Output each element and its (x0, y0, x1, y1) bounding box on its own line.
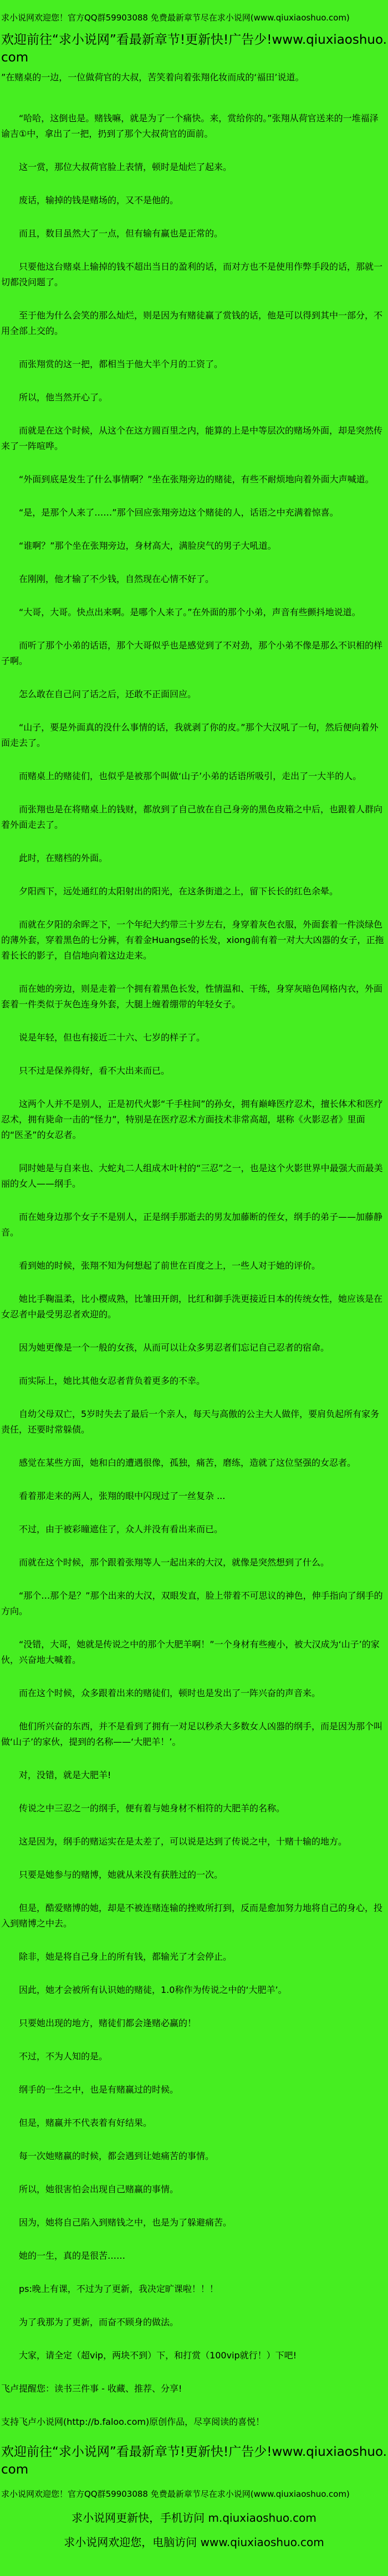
text-block-body: “大哥，大哥。快点出来啊。是哪个人来了。”在外面的那个小弟，声音有些颤抖地说道。 (19, 607, 361, 617)
text-block-body: 因为，她将自己陷入到赌钱之中，也是为了躲避痛苦。 (19, 2217, 232, 2228)
text-block-body: 但是，酷爱赌博的她，却是不被连赌连输的挫败所打到，反而是愈加努力地将自己的身心，投入到赌博之中去。 (1, 1903, 383, 1929)
text-block-body: “是，是那个人来了……”那个回应张翔旁边这个赌徒的人，话语之中充满着惊喜。 (19, 507, 339, 518)
text-block-body: 而就在夕阳的余晖之下，一个年纪大约带三十岁左右，身穿着灰色衣服，外面套着一件淡绿色的薄外套，穿着黑色的七分裤，有着金Huangse的长发，xiong前有着一对大大凶器的女子，正拖着长长的影子，自信地向着这边走来。 (1, 919, 384, 961)
text-block-body: 至于他为什么会笑的那么灿烂，则是因为有赌徒赢了赏钱的话，他是可以得到其中一部分，不用全部上交的。 (1, 310, 383, 336)
text-block-body: 不过，不为人知的是。 (19, 2051, 108, 2062)
text-block-center: 求小说网欢迎您，电脑访问 www.qiuxiaoshuo.com (64, 2536, 324, 2549)
text-block-body: 而且，数目虽然大了一点，但有输有赢也是正常的。 (19, 228, 223, 239)
text-block-body: 看着那走来的两人，张翔的眼中闪现过了一丝复杂 ... (19, 1491, 226, 1501)
text-block-notice: 求小说网欢迎您！官方QQ群59903088 免费最新章节尽在求小说网(www.qiuxiaoshuo.com) (1, 2489, 350, 2499)
text-block-body: 同时她是与自来也、大蛇丸二人组成木叶村的“三忍”之一，也是这个火影世界中最强大而最美丽的女人——纲手。 (1, 1163, 383, 1189)
text-block-body: 在刚刚，他才输了不少钱，自然现在心情不好了。 (19, 574, 215, 584)
text-block-body: 所以，他当然开心了。 (19, 392, 108, 403)
text-block-body: 除非，她是将自己身上的所有钱，都输光了才会停止。 (19, 1951, 232, 1962)
text-block-body: 只要他这台赌桌上输掉的钱不超出当日的盈利的话，而对方也不是使用作弊手段的话，那就一切都没问题了。 (1, 261, 383, 287)
text-block-body: 这两个人并不是别人，正是初代火影“千手柱间”的孙女，拥有巅峰医疗忍术，擅长体术和医疗忍术，拥有毙命一击的“怪力”，特别是在医疗忍术方面技术非常高超，堪称《火影忍者》里面的“医圣”的女忍者。 (1, 1099, 383, 1140)
text-block-body: 大家，请全定（超vip，两块不到）下，和打赏（100vip就行！）下吧! (19, 2350, 297, 2361)
text-block-body: 她比手鞠温柔，比小樱成熟，比雏田开朗，比红和御手洗更接近日本的传统女性，她应该是在女忍者中最受男忍者欢迎的。 (1, 1294, 383, 1320)
text-block-body: 只不过是保养得好，看不大出来而已。 (19, 1065, 170, 1076)
text-block-center: 求小说网更新快，手机访问 m.qiuxiaoshuo.com (72, 2511, 316, 2525)
text-block-body: 只要是她参与的赌博，她就从来没有获胜过的一次。 (19, 1869, 223, 1880)
text-block-body: 因此，她才会被所有认识她的赌徒，1.0称作为传说之中的‘大肥羊’。 (19, 1985, 287, 1995)
text-block-body: 怎么敢在自己问了话之后，还敢不正面回应。 (19, 689, 197, 699)
text-block-body: 而就是在这个时候，从这个在这方圆百里之内，能算的上是中等层次的赌场外面，却是突然传来了一阵喧哗。 (1, 425, 383, 451)
text-block-body: 纲手的一生之中，也是有赌赢过的时候。 (19, 2084, 179, 2095)
text-block-body: 废话，输掉的钱是赌场的，又不是他的。 (19, 195, 179, 205)
text-block-body: 而就在这个时候，那个跟着张翔等人一起出来的大汉，就像是突然想到了什么。 (19, 1557, 330, 1568)
text-block-body: 而在这个时候，众多跟着出来的赌徒们，顿时也是发出了一阵兴奋的声音来。 (19, 1688, 321, 1698)
text-block-body: 而赌桌上的赌徒们，也似乎是被那个叫做‘山子’小弟的话语所吸引，走出了一大半的人。 (19, 771, 362, 781)
text-block-body: 这一赏，那位大叔荷官脸上表情，顿时是灿烂了起来。 (19, 162, 232, 172)
text-block-banner: 欢迎前往“求小说网”看最新章节!更新快!广告少!www.qiuxiaoshuo.com (1, 33, 387, 65)
text-block-body: “哈哈，这倒也是。赌钱嘛，就是为了一个痛快。来，赏给你的。”张翔从荷官送来的一堆福泽谕吉①中，拿出了一把，扔到了那个大叔荷官的面前。 (1, 113, 379, 139)
text-block-body: 他们所兴奋的东西，并不是看到了拥有一对足以秒杀大多数女人凶器的纲手，而是因为那个叫做‘山子’的家伙，提到的名称——‘大肥羊！’。 (1, 1721, 383, 1747)
text-block-body: “没错，大哥，她就是传说之中的那个大肥羊啊！”一个身材有些瘦小，被大汉成为‘山子’的家伙，兴奋地大喊着。 (1, 1639, 380, 1665)
text-block-body: 所以，她很害怕会出现自己赌赢的事情。 (19, 2184, 179, 2194)
text-block-body: 说是年轻，但也有接近二十六、七岁的样子了。 (19, 1032, 206, 1043)
text-block-body: “山子，要是外面真的没什么事情的话，我就剥了你的皮。”那个大汉吼了一句，然后便向着外面走去了。 (1, 722, 379, 748)
text-block-body: “外面到底是发生了什么事情啊？”坐在张翔旁边的赌徒，有些不耐烦地向着外面大声喊道。 (19, 474, 374, 485)
text-block-body: 此时，在赌档的外面。 (19, 853, 108, 863)
text-block-body: 这是因为，纲手的赌运实在是太差了，可以说是达到了传说之中，十赌十输的地方。 (19, 1836, 348, 1847)
text-block-body: “那个…那个是？”那个出来的大汉，双眼发直，脸上带着不可思议的神色，伸手指向了纲手的方向。 (1, 1590, 383, 1616)
text-block-body: 传说之中三忍之一的纲手，便有着与她身材不相符的大肥羊的名称。 (19, 1803, 285, 1813)
text-block-body: 为了我那为了更新，而奋不顾身的做法。 (19, 2317, 179, 2327)
text-block-body: 她的一生，真的是很苦…… (19, 2250, 126, 2261)
text-block-body: 因为她更像是一个一般的女孩，从而可以让众多男忍者们忘记自己忍者的宿命。 (19, 1342, 330, 1353)
text-block-body: 每一次她赌赢的时候，都会遇到让她痛苦的事情。 (19, 2151, 215, 2161)
text-block-body: 夕阳西下，远处通红的太阳射出的阳光，在这条街道之上，留下长长的红色余晕。 (19, 886, 339, 897)
text-block-body: “谁啊？”那个坐在张翔旁边，身材高大，满脸戾气的男子大吼道。 (19, 540, 277, 551)
text-block-body: 看到她的时候，张翔不知为何想起了前世在百度之上，一些人对于她的评价。 (19, 1260, 321, 1271)
text-block-body: 而张翔赏的这一把，都相当于他大半个月的工资了。 (19, 359, 223, 369)
text-block-body: 而张翔也是在将赌桌上的钱财，都放到了自己放在自己身旁的黑色皮箱之中后，也跟着人群向着外面走去了。 (1, 804, 383, 830)
text-block-body: ps:晚上有课，不过为了更新，我决定旷课啦！！！ (19, 2284, 218, 2294)
text-block-body: 对，没错，就是大肥羊! (19, 1770, 111, 1780)
text-block-banner: 欢迎前往“求小说网”看最新章节!更新快!广告少!www.qiuxiaoshuo.com (1, 2445, 387, 2477)
text-block-body: 感觉在某些方面，她和白的遭遇很像，孤独，痛苦，磨练，造就了这位坚强的女忍者。 (19, 1457, 356, 1468)
text-block-body: 不过，由于被彩瞳遮住了，众人并没有看出来而已。 (19, 1524, 223, 1534)
text-block-body: 而在她身边那个女子不是别人，正是纲手那逝去的男友加藤断的侄女，纲手的弟子——加藤静音。 (1, 1212, 383, 1238)
text-block-body: 自幼父母双亡，5岁时失去了最后一个亲人，每天与高傲的公主大人做伴，要肩负起所有家务责任，还要时常躲债。 (1, 1409, 380, 1435)
text-block-body: 只要她出现的地方，赌徒们都会逢赌必赢的！ (19, 2018, 197, 2028)
text-block-lead: ”在赌桌的一边，一位做荷官的大叔，苦笑着向着张翔化妆而成的‘福田’说道。 (1, 72, 304, 83)
text-block-notice: 求小说网欢迎您！官方QQ群59903088 免费最新章节尽在求小说网(www.qiuxiaoshuo.com) (1, 13, 350, 23)
text-block-body: 但是，赌赢并不代表着有好结果。 (19, 2118, 152, 2128)
text-block-body: 而在她的旁边，则是走着一个拥有着黑色长发，性情温和、干练，身穿灰暗色网格内衣，外面套着一件类似于灰色连身外套，大腿上缠着绷带的年轻女子。 (1, 983, 383, 1009)
text-block-plain: 支持飞卢小说网(http://b.faloo.com)原创作品，尽享阅读的喜悦！ (1, 2417, 265, 2427)
text-block-body: 而实际上，她比其他女忍者背负着更多的不幸。 (19, 1375, 206, 1386)
text-block-body: 而听了那个小弟的话语，那个大哥似乎也是感觉到了不对劲，那个小弟不像是那么不识相的样子啊。 (1, 640, 383, 666)
text-block-plain: 飞卢提醒您：读书三件事 - 收藏、推荐、分享! (1, 2383, 182, 2394)
